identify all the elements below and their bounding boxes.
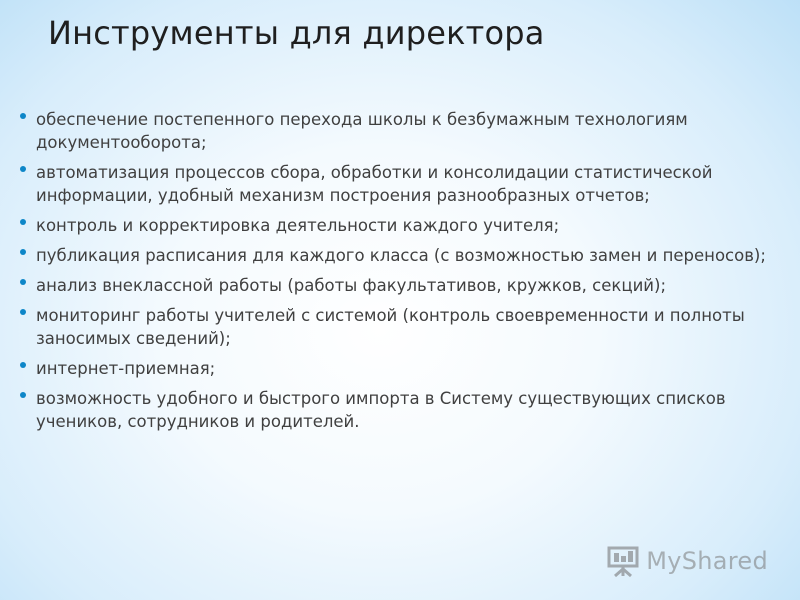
bullet-item (20, 161, 780, 207)
bullet-text: автоматизация процессов сбора, обработки и консолидации статистической информации, удобный механизм построения разнообразных отчетов; (36, 163, 713, 205)
bullet-item (20, 387, 780, 433)
bullet-text: мониторинг работы учителей с системой (контроль своевременности и полноты заносимых сведений); (36, 306, 745, 348)
watermark-logo (606, 544, 768, 578)
bullet-icon (20, 166, 26, 172)
bullet-item (20, 274, 780, 297)
bullet-icon (20, 362, 26, 368)
bullet-item (20, 108, 780, 154)
bullet-item (20, 357, 780, 380)
watermark-text: MyShared (646, 547, 768, 575)
bullet-text: возможность удобного и быстрого импорта в Систему существующих списков учеников, сотрудников и родителей. (36, 389, 726, 431)
bullet-item (20, 304, 780, 350)
bullet-text: публикация расписания для каждого класса (с возможностью замен и переносов); (36, 246, 766, 265)
bullet-text: анализ внеклассной работы (работы факультативов, кружков, секций); (36, 276, 667, 295)
bullet-icon (20, 219, 26, 225)
bullet-icon (20, 113, 26, 119)
bullet-text: интернет-приемная; (36, 359, 216, 378)
bullet-item (20, 214, 780, 237)
bullet-icon (20, 392, 26, 398)
bullet-item (20, 244, 780, 267)
slide-title: Инструменты для директора (48, 14, 545, 52)
bullet-list (20, 108, 780, 440)
bullet-icon (20, 309, 26, 315)
bullet-icon (20, 279, 26, 285)
presentation-board-icon (606, 544, 640, 578)
bullet-text: контроль и корректировка деятельности каждого учителя; (36, 216, 560, 235)
bullet-icon (20, 249, 26, 255)
bullet-text: обеспечение постепенного перехода школы к безбумажным технологиям документооборота; (36, 110, 688, 152)
